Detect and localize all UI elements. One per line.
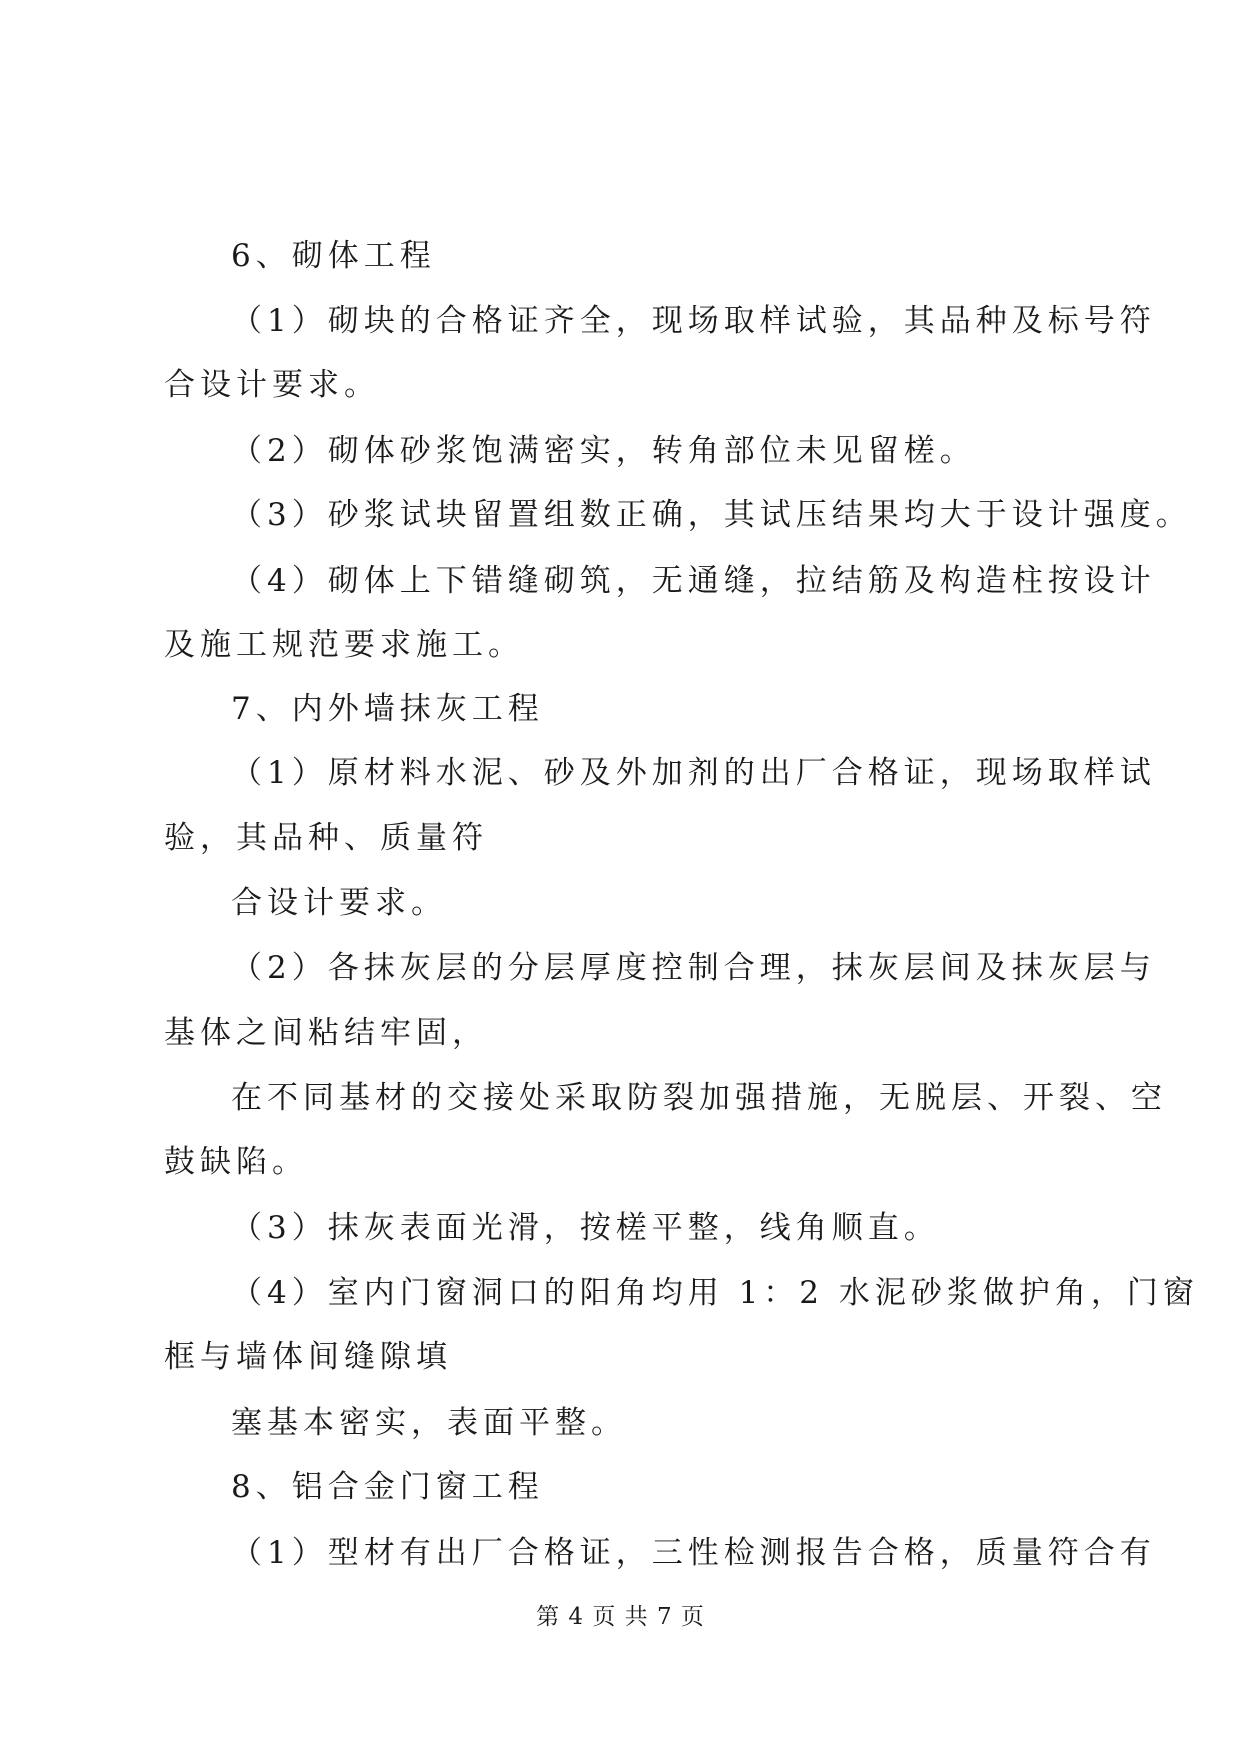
paragraph-line: （3）抹灰表面光滑，按槎平整，线角顺直。 (231, 1210, 940, 1246)
paragraph-line: （4）砌体上下错缝砌筑，无通缝，拉结筋及构造柱按设计 (231, 563, 1156, 599)
paragraph-line: （2）各抹灰层的分层厚度控制合理，抹灰层间及抹灰层与 (231, 950, 1156, 986)
paragraph-line: （1）型材有出厂合格证，三性检测报告合格，质量符合有 (231, 1535, 1156, 1571)
paragraph-line: （2）砌体砂浆饱满密实，转角部位未见留槎。 (231, 433, 976, 469)
paragraph-line: 框与墙体间缝隙填 (164, 1339, 452, 1375)
paragraph-line: 基体之间粘结牢固， (164, 1015, 488, 1051)
paragraph-line: 在不同基材的交接处采取防裂加强措施，无脱层、开裂、空 (231, 1080, 1167, 1116)
paragraph-line: （3）砂浆试块留置组数正确，其试压结果均大于设计强度。 (231, 497, 1192, 533)
section-heading-masonry: 6、砌体工程 (231, 238, 436, 274)
paragraph-line: （1）原材料水泥、砂及外加剂的出厂合格证，现场取样试 (231, 755, 1156, 791)
paragraph-line: 鼓缺陷。 (164, 1144, 308, 1180)
page-number-footer: 第 4 页 共 7 页 (536, 1604, 705, 1630)
paragraph-line: 验，其品种、质量符 (164, 820, 488, 856)
paragraph-line: 合设计要求。 (231, 885, 447, 921)
paragraph-line: （4）室内门窗洞口的阳角均用 1：2 水泥砂浆做护角，门窗 (231, 1275, 1199, 1311)
section-heading-plastering: 7、内外墙抹灰工程 (231, 691, 544, 727)
paragraph-line: 及施工规范要求施工。 (164, 627, 524, 663)
section-heading-aluminum-windows: 8、铝合金门窗工程 (231, 1469, 544, 1505)
paragraph-line: 合设计要求。 (164, 367, 380, 403)
paragraph-line: （1）砌块的合格证齐全，现场取样试验，其品种及标号符 (231, 303, 1156, 339)
paragraph-line: 塞基本密实，表面平整。 (231, 1405, 627, 1441)
